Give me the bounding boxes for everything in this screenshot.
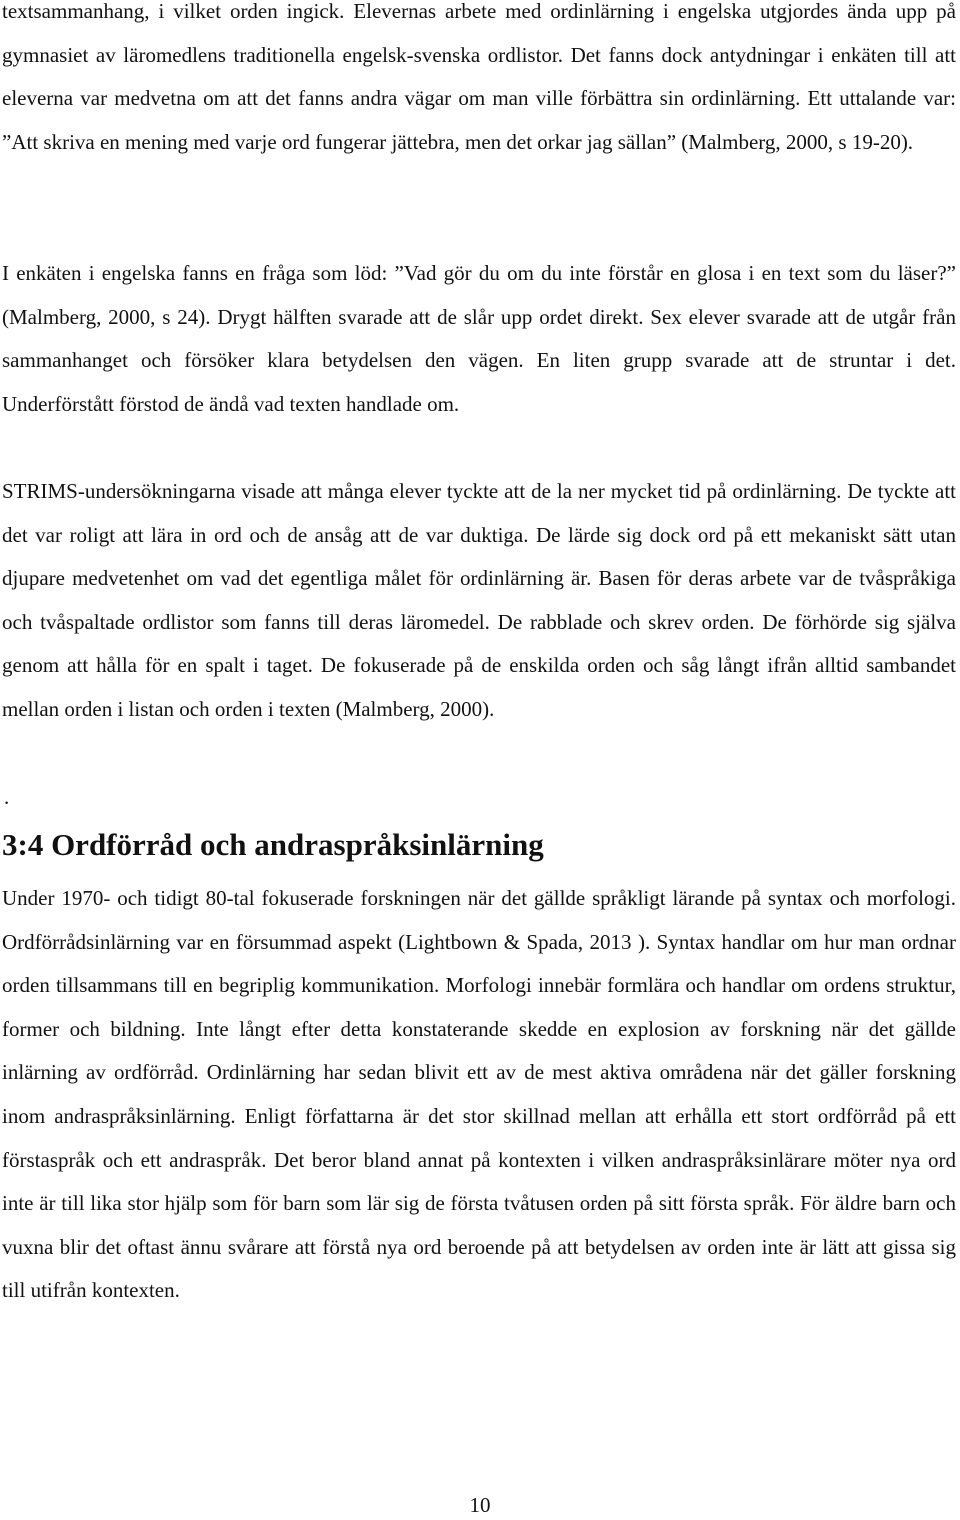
paragraph-ordforrad: Under 1970- och tidigt 80-tal fokuserade forskningen när det gällde språkligt lärande på syntax och morfologi. Ordförrådsinlärning var en försummad aspekt (Lightbown & Spada, 2013 ). Syntax handlar om hur man ordnar orden tillsammans till en begriplig kommunikation. Morfologi innebär formlära och handlar om ordens struktur, former och bildning. Inte långt efter detta konstaterande skedde en explosion av forskning när det gällde inlärning av ordförråd. Ordinlärning har sedan blivit ett av de mest aktiva områdena när det gäller forskning inom andraspråksinlärning. Enligt författarna är det stor skillnad mellan att erhålla ett stort ordförråd på ett förstaspråk och ett andraspråk. Det beror bland annat på kontexten i vilken andraspråksinlärare möter nya ord inte är till lika stor hjälp som för barn som lär sig de första tvåtusen orden på sitt första språk. För äldre barn och vuxna blir det oftast ännu svårare att förstå nya ord beroende på att betydelsen av orden inte är lätt att gissa sig till utifrån kontexten. <box>2 886 956 1303</box>
paragraph-malmberg-enkat: textsammanhang, i vilket orden ingick. Elevernas arbete med ordinlärning i engelska utgjordes ända upp på gymnasiet av läromedlens traditionella engelsk-svenska ordlistor. Det fanns dock antydningar i enkäten till att eleverna var medvetna om att det fanns andra vägar om man ville förbättra sin ordinlärning. Ett uttalande var: ”Att skriva en mening med varje ord fungerar jättebra, men det orkar jag sällan” (Malmberg, 2000, s 19-20). <box>2 0 956 154</box>
stray-period: . <box>4 785 10 809</box>
paragraph-glosa-fraga: I enkäten i engelska fanns en fråga som löd: ”Vad gör du om du inte förstår en glosa i en text som du läser?” (Malmberg, 2000, s 24). Drygt hälften svarade att de slår upp ordet direkt. Sex elever svarade att de utgår från sammanhanget och försöker klara betydelsen den vägen. En liten grupp svarade att de struntar i det. Underförstått förstod de ändå vad texten handlade om. <box>2 261 956 416</box>
section-heading: 3:4 Ordförråd och andraspråksinlärning <box>2 827 544 862</box>
page-number: 10 <box>469 1493 491 1517</box>
paragraph-strims: STRIMS-undersökningarna visade att många elever tyckte att de la ner mycket tid på ordinlärning. De tyckte att det var roligt att lära in ord och de ansåg att de var duktiga. De lärde sig dock ord på ett mekaniskt sätt utan djupare medvetenhet om vad det egentliga målet för ordinlärning är. Basen för deras arbete var de tvåspråkiga och tvåspaltade ordlistor som fanns till deras läromedel. De rabblade och skrev orden. De förhörde sig själva genom att hålla för en spalt i taget. De fokuserade på de enskilda orden och såg långt ifrån alltid sambandet mellan orden i listan och orden i texten (Malmberg, 2000). <box>2 479 956 721</box>
